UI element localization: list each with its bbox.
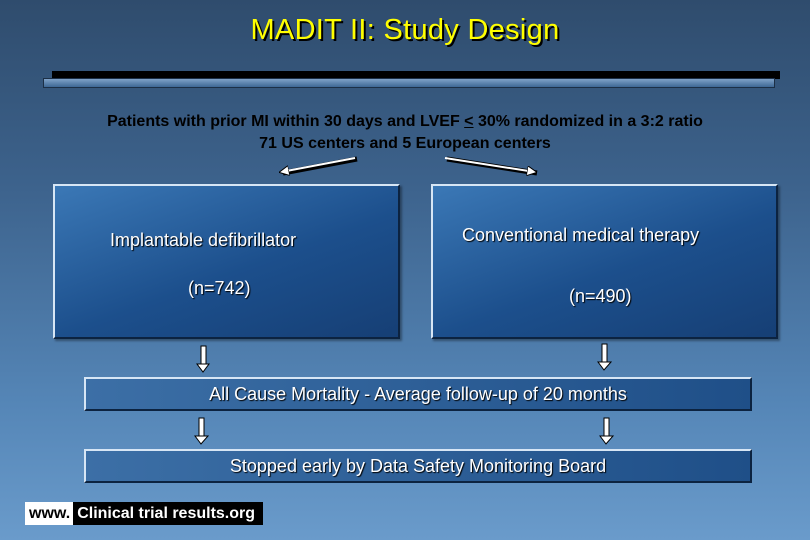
conventional-arm-label: Conventional medical therapy [462, 225, 700, 245]
down-arrow-right-lower [600, 418, 613, 444]
down-arrow-left-lower [195, 418, 208, 444]
icd-arm-count: (n=742) [188, 278, 251, 298]
slide-title: MADIT II: Study Design [250, 14, 560, 46]
population-text-end: 30% randomized in a 3:2 ratio [473, 113, 703, 130]
population-text-start: Patients with prior MI within 30 days and LVEF [107, 113, 465, 130]
stopped-early-bar: Stopped early by Data Safety Monitoring Board [84, 449, 752, 483]
logo-www: www. [25, 502, 73, 525]
icd-arm-label: Implantable defibrillator [110, 230, 297, 250]
split-arrow-right [445, 158, 537, 173]
centers-line: 71 US centers and 5 European centers [259, 135, 551, 152]
outcome-bar: All Cause Mortality - Average follow-up of 20 months [84, 377, 752, 411]
down-arrow-left-upper [197, 346, 209, 372]
source-logo [25, 502, 263, 525]
logo-site: Clinical trial results.org [73, 502, 263, 525]
icd-arm-box [53, 184, 400, 339]
less-or-equal-symbol: < [464, 113, 474, 130]
split-arrow-left [281, 158, 357, 173]
conventional-arm-count: (n=490) [569, 286, 632, 306]
conventional-arm-box [431, 184, 778, 339]
down-arrow-right-upper [598, 344, 611, 370]
